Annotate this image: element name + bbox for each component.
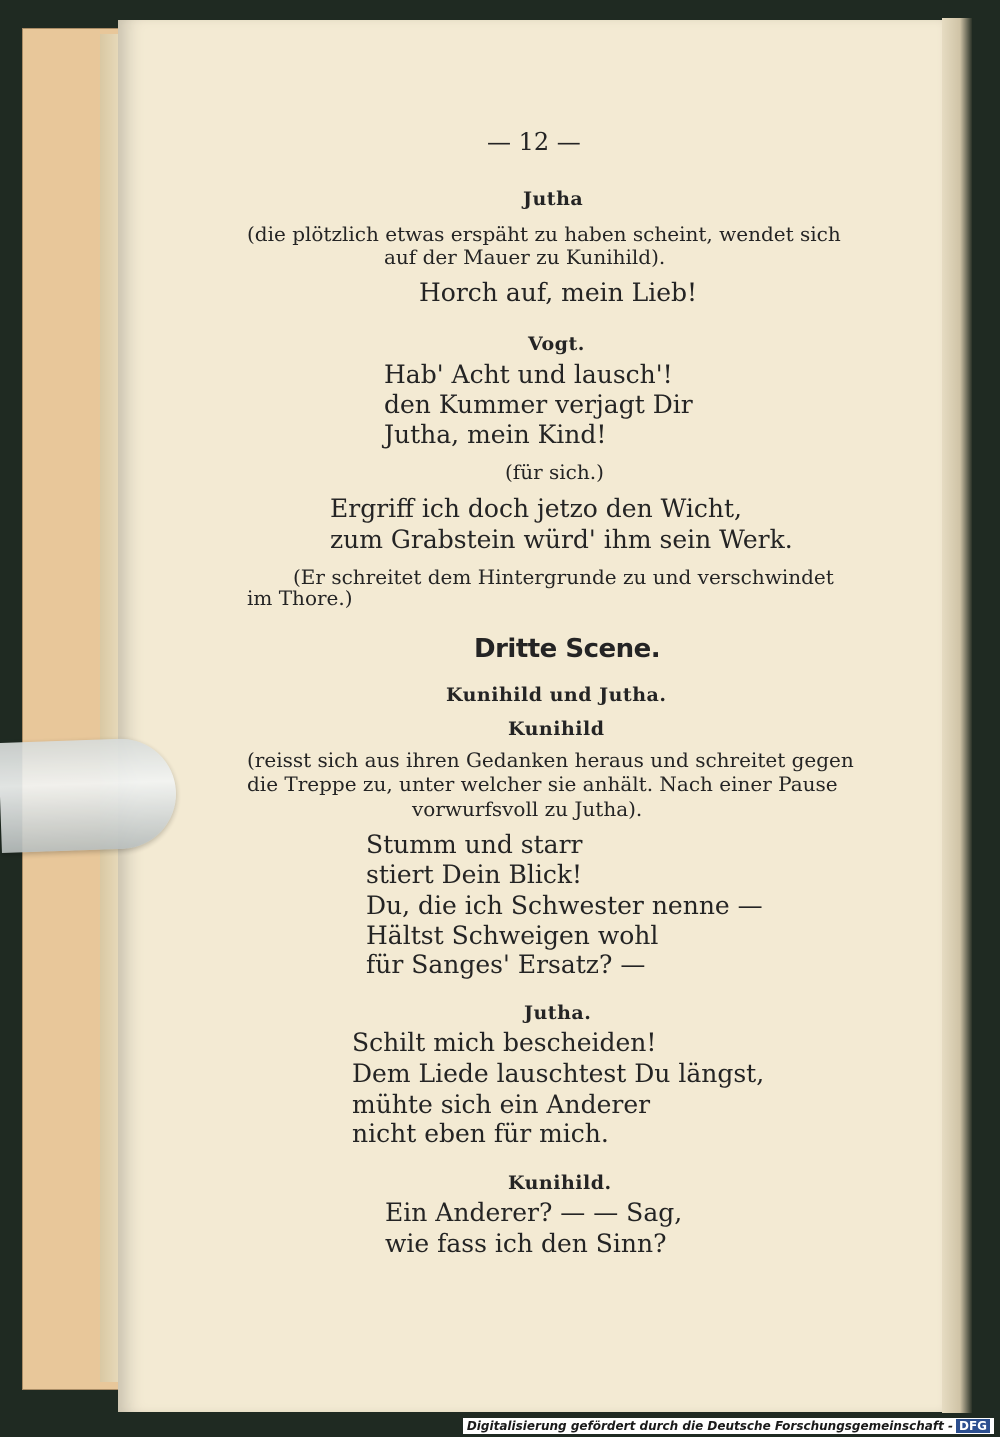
verse-line: Ein Anderer? — — Sag,	[385, 1198, 683, 1227]
scene-persons: Kunihild und Jutha.	[446, 684, 667, 706]
page-right-edge	[942, 18, 972, 1413]
dfg-logo: DFG	[956, 1419, 990, 1433]
speaker-jutha: Jutha.	[524, 1002, 592, 1024]
speaker-kunihild: Kunihild.	[508, 1172, 612, 1194]
verse-line: Dem Liede lauschtest Du längst,	[352, 1059, 765, 1088]
verse-line: nicht eben für mich.	[352, 1119, 609, 1148]
footer-text: Digitalisierung gefördert durch die Deutsche Forschungsgemeinschaft -	[466, 1419, 953, 1433]
verse-line: Schilt mich bescheiden!	[352, 1028, 657, 1057]
stage-direction: vorwurfsvoll zu Jutha).	[412, 797, 643, 821]
verse-line: den Kummer verjagt Dir	[384, 390, 693, 419]
verse-line: Ergriff ich doch jetzo den Wicht,	[330, 494, 742, 523]
verse-line: zum Grabstein würd' ihm sein Werk.	[330, 525, 793, 554]
stage-direction: im Thore.)	[247, 586, 353, 610]
page-number: — 12 —	[487, 128, 581, 156]
verse-line: Hab' Acht und lausch'!	[384, 360, 673, 389]
verse-line: stiert Dein Blick!	[366, 860, 583, 889]
speaker-vogt: Vogt.	[528, 333, 585, 355]
verse-line: Horch auf, mein Lieb!	[419, 278, 698, 307]
stage-direction: die Treppe zu, unter welcher sie anhält. Nach einer Pause	[247, 772, 838, 796]
stage-direction: (die plötzlich etwas erspäht zu haben scheint, wendet sich	[247, 222, 841, 246]
verse-line: Hältst Schweigen wohl	[366, 921, 659, 950]
stage-direction: (Er schreitet dem Hintergrunde zu und verschwindet	[293, 565, 834, 589]
verse-line: mühte sich ein Anderer	[352, 1090, 651, 1119]
stage-direction: (für sich.)	[505, 460, 604, 484]
scene-title: Dritte Scene.	[474, 634, 661, 664]
verse-line: Du, die ich Schwester nenne —	[366, 891, 763, 920]
stage-direction: (reisst sich aus ihren Gedanken heraus und schreitet gegen	[247, 748, 854, 772]
verse-line: Stumm und starr	[366, 830, 583, 859]
speaker-jutha: Jutha	[523, 188, 584, 210]
funding-footer	[463, 1418, 994, 1434]
verse-line: Jutha, mein Kind!	[384, 420, 607, 449]
verse-line: wie fass ich den Sinn?	[385, 1229, 667, 1258]
stage-direction: auf der Mauer zu Kunihild).	[384, 245, 666, 269]
glass-page-holder	[0, 737, 178, 853]
verse-line: für Sanges' Ersatz? —	[366, 950, 646, 979]
speaker-kunihild: Kunihild	[508, 718, 605, 740]
